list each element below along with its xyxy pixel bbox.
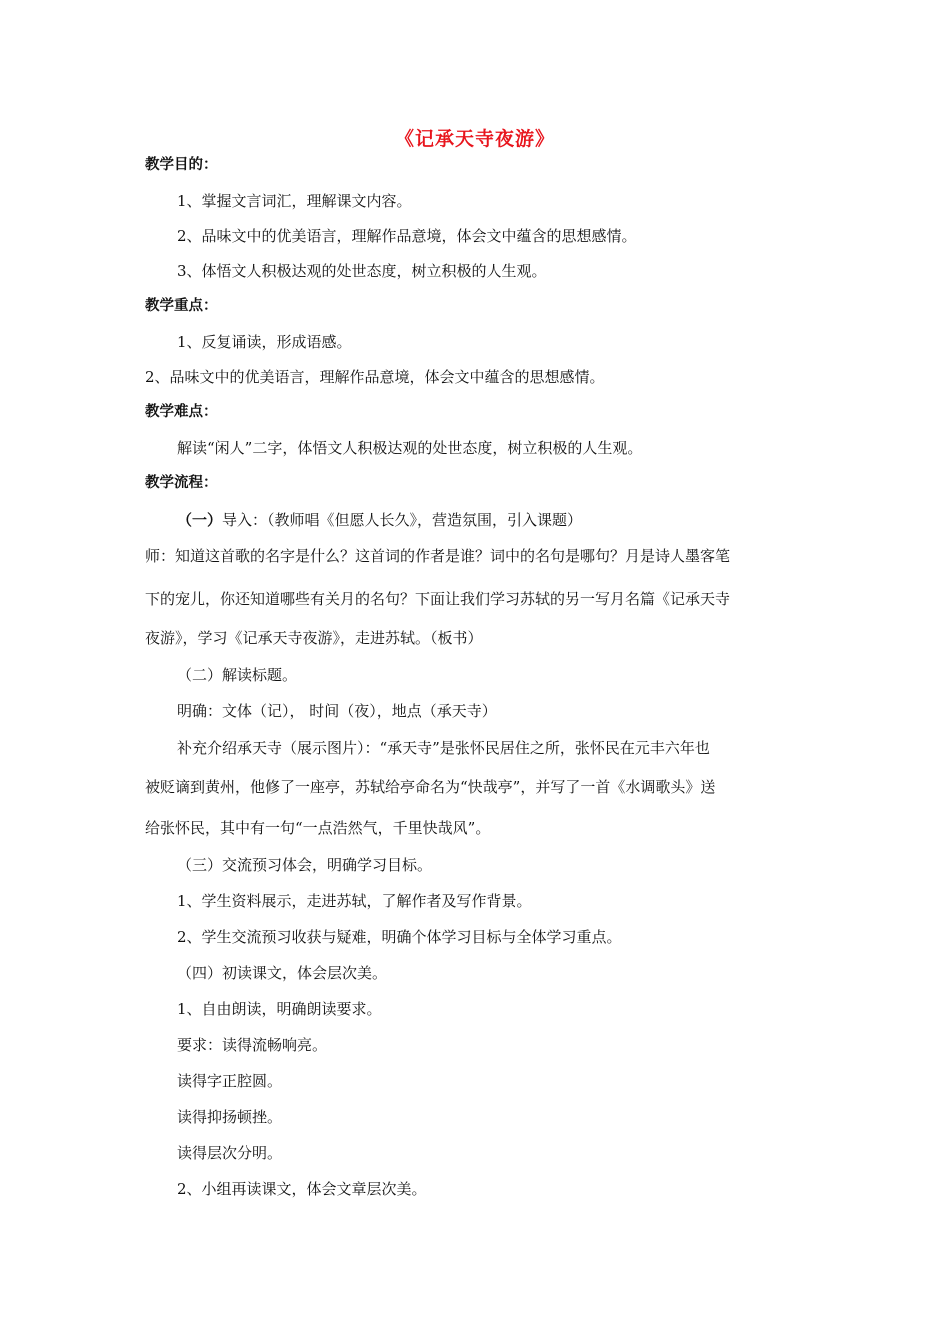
process-step-3: （三）交流预习体会，明确学习目标。	[177, 856, 433, 874]
step-3-item: 1、学生资料展示，走进苏轼，了解作者及写作背景。	[177, 892, 532, 910]
key-points-heading: 教学重点：	[145, 298, 218, 314]
step-4-item: 要求：读得流畅响亮。	[177, 1036, 328, 1054]
step-4-item: 读得层次分明。	[177, 1144, 283, 1162]
objective-item: 1、掌握文言词汇，理解课文内容。	[177, 192, 412, 210]
key-point-item: 2、品味文中的优美语言，理解作品意境，体会文中蕴含的思想感情。	[145, 368, 605, 386]
supplement-paragraph-line: 补充介绍承天寺（展示图片）：“承天寺”是张怀民居住之所，张怀民在元丰六年也	[177, 739, 710, 757]
process-step-4: （四）初读课文，体会层次美。	[177, 964, 388, 982]
key-point-item: 1、反复诵读，形成语感。	[177, 333, 352, 351]
step-4-item: 读得字正腔圆。	[177, 1072, 283, 1090]
clarify-line: 明确：文体（记）， 时间（夜），地点（承天寺）	[177, 702, 497, 720]
objective-item: 3、体悟文人积极达观的处世态度，树立积极的人生观。	[177, 262, 547, 280]
step-4-item: 读得抑扬顿挫。	[177, 1108, 283, 1126]
supplement-paragraph-line: 给张怀民，其中有一句“一点浩然气，千里快哉风”。	[145, 819, 491, 837]
teacher-paragraph-line: 下的宠儿，你还知道哪些有关月的名句？下面让我们学习苏轼的另一写月名篇《记承天寺	[145, 590, 731, 608]
objective-item: 2、品味文中的优美语言，理解作品意境，体会文中蕴含的思想感情。	[177, 227, 637, 245]
step-3-item: 2、学生交流预习收获与疑难，明确个体学习目标与全体学习重点。	[177, 928, 622, 946]
objectives-heading: 教学目的：	[145, 157, 218, 173]
step-1-text: 导入：（教师唱《但愿人长久》，营造氛围，引入课题）	[222, 511, 583, 529]
step-4-item: 1、自由朗读，明确朗读要求。	[177, 1000, 382, 1018]
document-title: 《记承天寺夜游》	[394, 128, 555, 150]
teacher-paragraph-line: 师：知道这首歌的名字是什么？这首词的作者是谁？词中的名句是哪句？月是诗人墨客笔	[145, 547, 731, 565]
step-4-item: 2、小组再读课文，体会文章层次美。	[177, 1180, 427, 1198]
teacher-paragraph-line: 夜游》，学习《记承天寺夜游》，走进苏轼。（板书）	[145, 629, 483, 647]
process-step-1	[177, 510, 582, 530]
difficulty-item: 解读“闲人”二字，体悟文人积极达观的处世态度，树立积极的人生观。	[177, 439, 643, 457]
step-1-number: （一）	[177, 511, 223, 529]
process-step-2: （二）解读标题。	[177, 666, 298, 684]
supplement-paragraph-line: 被贬谪到黄州，他修了一座亭，苏轼给亭命名为“快哉亭”，并写了一首《水调歌头》送	[145, 778, 716, 796]
difficulties-heading: 教学难点：	[145, 404, 218, 420]
process-heading: 教学流程：	[145, 475, 218, 491]
